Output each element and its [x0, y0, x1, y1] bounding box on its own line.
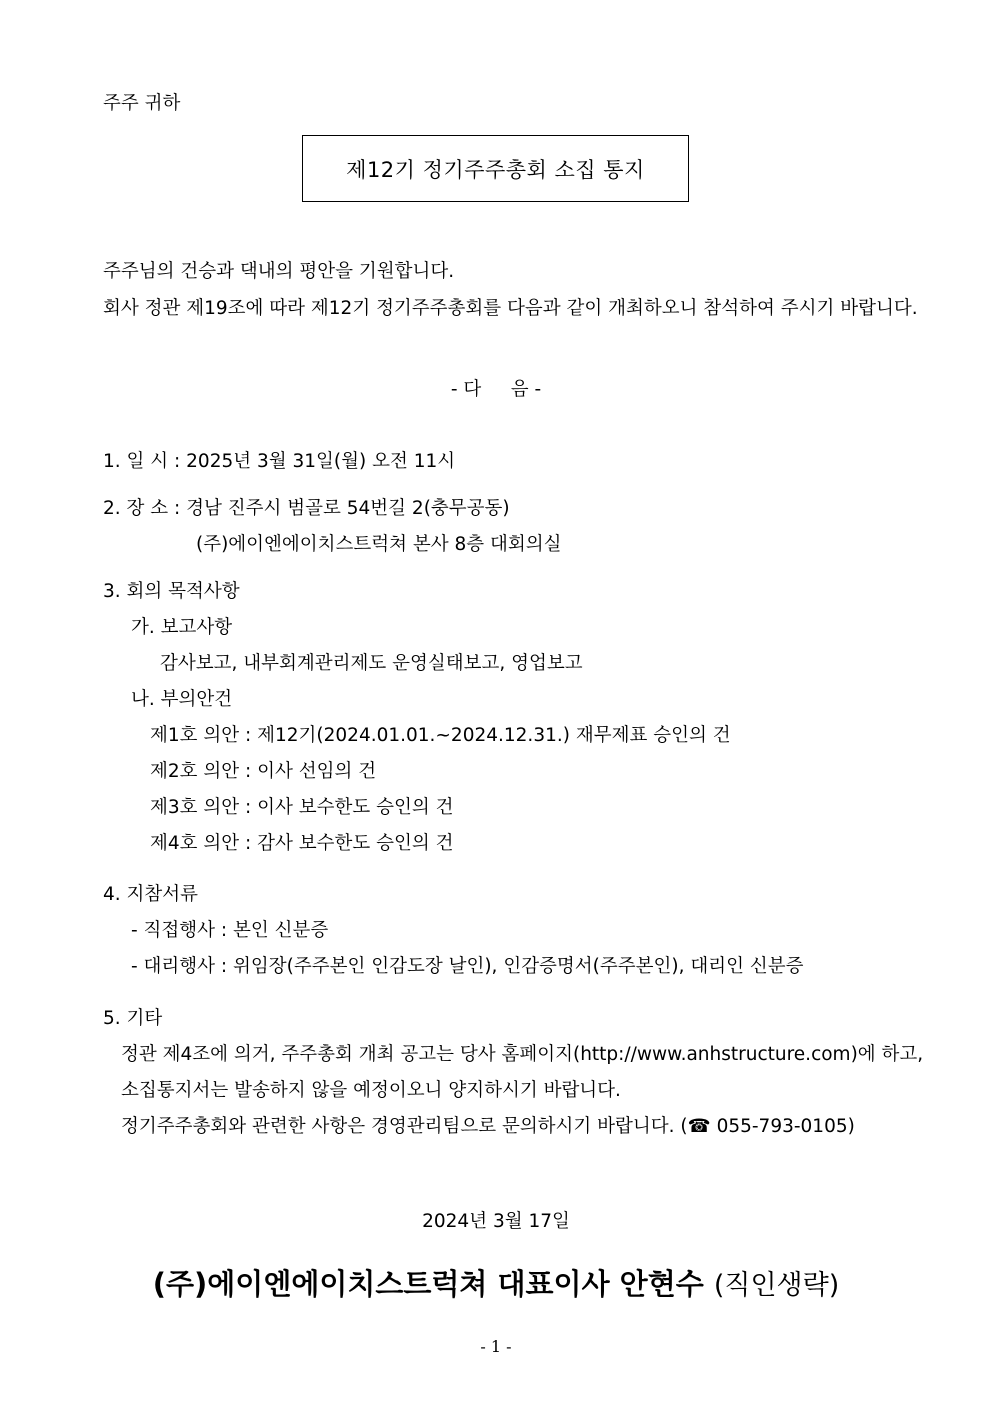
item-place: 2. 장 소 : 경남 진주시 범골로 54번길 2(충무공동) — [103, 498, 510, 519]
resolution-4: 제4호 의안 : 감사 보수한도 승인의 건 — [150, 833, 454, 854]
resolution-3: 제3호 의안 : 이사 보수한도 승인의 건 — [150, 797, 454, 818]
company-representative: (주)에이엔에이치스트럭쳐 대표이사 안현수 — [152, 1267, 704, 1301]
other-line-1: 정관 제4조에 의거, 주주총회 개최 공고는 당사 홈페이지(http://www.anhstructure.com)에 하고, — [121, 1044, 924, 1065]
title-box — [302, 135, 689, 202]
resolution-heading: 나. 부의안건 — [131, 689, 233, 710]
report-items: 감사보고, 내부회계관리제도 운영실태보고, 영업보고 — [160, 653, 583, 674]
seal-omitted-note: (직인생략) — [713, 1270, 840, 1301]
resolution-1: 제1호 의안 : 제12기(2024.01.01.~2024.12.31.) 재무제표 승인의 건 — [150, 725, 731, 746]
other-line-3: 정기주주총회와 관련한 사항은 경영관리팀으로 문의하시기 바랍니다. (☎ 055-793-0105) — [121, 1116, 855, 1137]
section-divider: - 다 음 - — [450, 379, 542, 400]
other-line-2: 소집통지서는 발송하지 않을 예정이오니 양지하시기 바랍니다. — [121, 1080, 621, 1101]
report-heading: 가. 보고사항 — [131, 617, 233, 638]
item-datetime: 1. 일 시 : 2025년 3월 31일(월) 오전 11시 — [103, 451, 456, 472]
document-title: 제12기 정기주주총회 소집 통지 — [346, 157, 645, 182]
agenda-heading: 3. 회의 목적사항 — [103, 581, 240, 602]
documents-direct: - 직접행사 : 본인 신분증 — [131, 920, 329, 941]
other-heading: 5. 기타 — [103, 1008, 163, 1029]
intro-line-2: 회사 정관 제19조에 따라 제12기 정기주주총회를 다음과 같이 개최하오니 참석하여 주시기 바랍니다. — [103, 298, 918, 319]
signature-line — [0, 1266, 992, 1304]
documents-heading: 4. 지참서류 — [103, 884, 199, 905]
resolution-2: 제2호 의안 : 이사 선임의 건 — [150, 761, 377, 782]
page-number: - 1 - — [480, 1337, 512, 1356]
notice-date: 2024년 3월 17일 — [422, 1211, 570, 1232]
item-place-detail: (주)에이엔에이치스트럭쳐 본사 8층 대회의실 — [196, 534, 562, 555]
intro-line-1: 주주님의 건승과 댁내의 평안을 기원합니다. — [103, 261, 455, 282]
salutation: 주주 귀하 — [103, 93, 181, 114]
documents-proxy: - 대리행사 : 위임장(주주본인 인감도장 날인), 인감증명서(주주본인), 대리인 신분증 — [131, 956, 804, 977]
